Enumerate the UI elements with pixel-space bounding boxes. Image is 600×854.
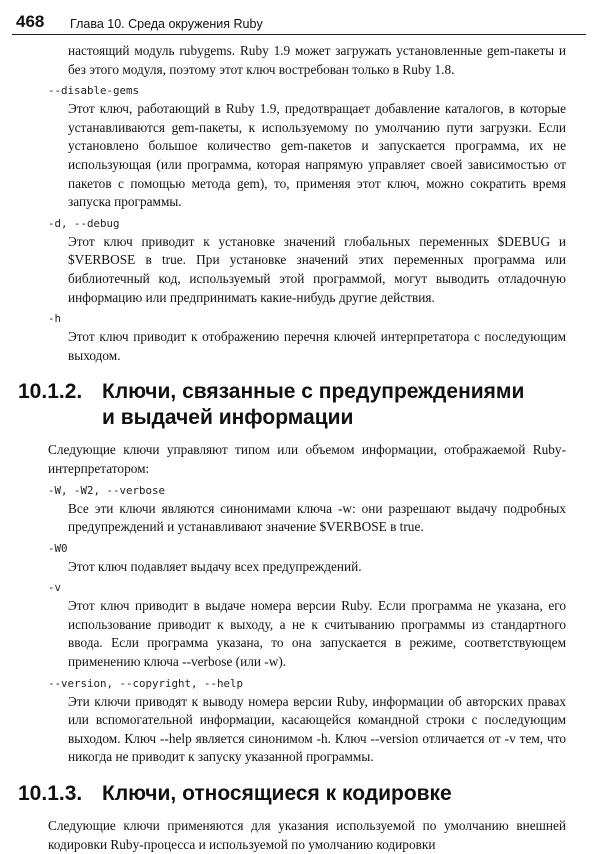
- option-version: --version, --copyright, --help: [48, 676, 244, 690]
- page-number: 468: [16, 12, 45, 31]
- desc-v: Этот ключ приводит в выдаче номера версии Ruby. Если программа не указана, его использование приводит к выходу, а не к считыванию программы из стандартного ввода. Если программа указана, то она запускается в режиме, соответствующем применению ключа --verbose (или -w).: [68, 598, 566, 670]
- running-header: [12, 12, 586, 35]
- section-title-line-1: Ключи, связанные с предупреждениями: [102, 380, 525, 404]
- desc-debug: Этот ключ приводит к установке значений глобальных переменных $DEBUG и $VERBOSE в true. При установке значений этих переменных программа или библиотечный код, используемый этой программой, могут выводить отладочную информацию или предпринимать какие-нибудь другие действия.: [68, 233, 566, 305]
- section-3-intro: Следующие ключи применяются для указания используемой по умолчанию внешней кодировки Ruby-процесса и используемой по умолчанию кодировки: [48, 818, 566, 852]
- desc-w: Все эти ключи являются синонимами ключа -w: они разрешают выдачу подробных предупреждений и устанавливают значение $VERBOSE в true.: [68, 500, 566, 535]
- page-body: [18, 42, 566, 854]
- section-title-line-2: и выдачей информации: [102, 406, 354, 430]
- option-disable-gems: --disable-gems: [48, 84, 140, 98]
- section-title: Ключи, относящиеся к кодировке: [102, 782, 452, 806]
- option-h: -h: [48, 312, 62, 326]
- section-number: 10.1.2.: [18, 380, 83, 404]
- intro-paragraph: настоящий модуль rubygems. Ruby 1.9 может загружать установленные gem-пакеты и без этого модуля, поэтому этот ключ востребован только в Ruby 1.8.: [68, 43, 566, 77]
- section-number: 10.1.3.: [18, 782, 83, 806]
- chapter-running-title: Глава 10. Среда окружения Ruby: [70, 17, 263, 31]
- option-debug: -d, --debug: [48, 216, 120, 230]
- desc-disable-gems: Этот ключ, работающий в Ruby 1.9, предотвращает добавление каталогов, в которые устанавливаются gem-пакеты, к используемому по умолчанию пути загрузки. Если установлено большое количество gem-пакетов и запускается программа, их не использующая (или программа, которая напрямую управляет своей зависимостью от пакетов с помощью метода gem), то, применяя этот ключ, можно сократить время запуска программы.: [68, 101, 566, 210]
- option-v: -v: [48, 581, 62, 595]
- desc-w0: Этот ключ подавляет выдачу всех предупреждений.: [68, 558, 362, 574]
- desc-version: Эти ключи приводят к выводу номера версии Ruby, информации об авторских правах или вспомогательной информации, касающейся командной строки с последующим выходом. Ключ --help является синонимом -h. Ключ --version отличается от -v тем, что никогда не приводит к запуску указанной программы.: [68, 693, 566, 765]
- section-heading-10-1-2: [18, 379, 566, 431]
- section-2-intro: Следующие ключи управляют типом или объемом информации, отображаемой Ruby-интерпретатором:: [48, 442, 566, 476]
- option-w: -W, -W2, --verbose: [48, 483, 166, 497]
- section-heading-10-1-3: [18, 781, 566, 807]
- desc-h: Этот ключ приводит к отображению перечня ключей интерпретатора с последующим выходом.: [68, 329, 566, 363]
- option-w0: -W0: [48, 541, 68, 555]
